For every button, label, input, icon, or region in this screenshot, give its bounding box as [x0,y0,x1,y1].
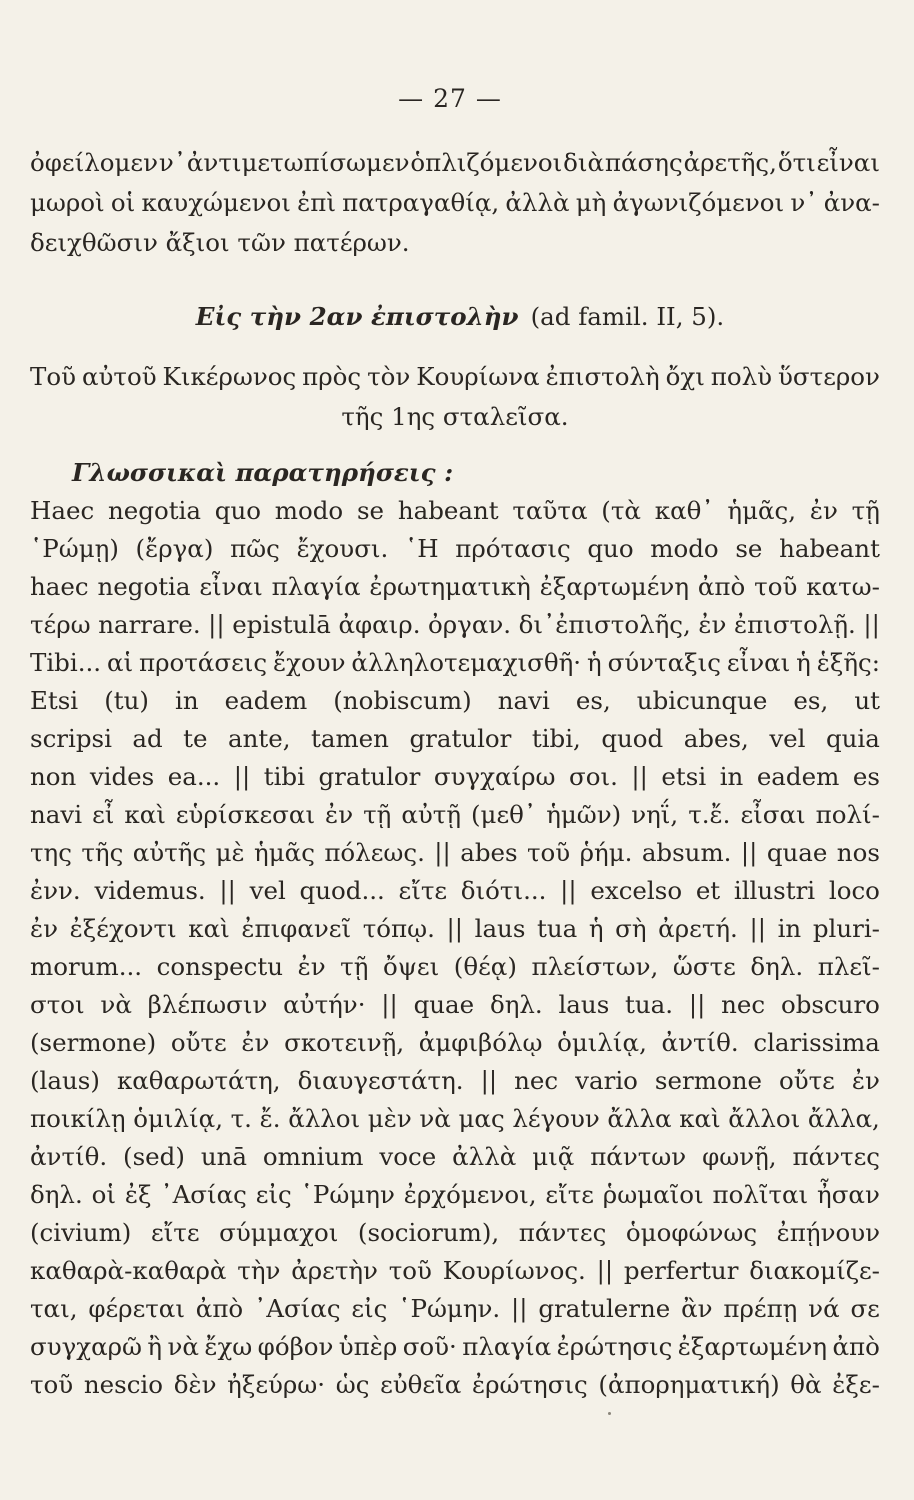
body-line: τοῦ nescio δὲν ἠξεύρω· ὡς εὐθεῖα ἐρώτησις (ἀπορηματική) θὰ ἐξε- [30,1370,880,1399]
body-line: τέρω narrare. || epistulā ἀφαιρ. ὀργαν. δι᾽ἐπιστολῆς, ἐν ἐπιστολῇ. || [30,610,880,639]
body-line: ποικίλῃ ὁμιλίᾳ, τ. ἔ. ἄλλοι μὲν νὰ μας λέγουν ἄλλα καὶ ἄλλοι ἄλλα, [30,1104,880,1133]
section-title-italic: Εἰς τὴν 2αν ἐπιστολὴν [195,302,519,331]
body-line: (laus) καθαρωτάτη, διαυγεστάτη. || nec vario sermone οὔτε ἐν [30,1066,880,1095]
body-line: δηλ. οἱ ἐξ ᾽Ασίας εἰς ῾Ρώμην ἐρχόμενοι, εἴτε ῥωμαῖοι πολῖται ἦσαν [30,1180,880,1209]
body-line: ἐνν. videmus. || vel quod... εἴτε διότι... || excelso et illustri loco [30,876,880,905]
body-line: Tibi... αἱ προτάσεις ἔχουν ἀλληλοτεμαχισθῆ· ἡ σύνταξις εἶναι ἡ ἑξῆς: [30,648,880,677]
body-line: συγχαρῶ ἢ νὰ ἔχω φόβον ὑπὲρ σοῦ· πλαγία ἐρώτησις ἐξαρτωμένη ἀπὸ [30,1332,880,1361]
body-line: Etsi (tu) in eadem (nobiscum) navi es, ubicunque es, ut [30,686,880,715]
body-line: της τῆς αὐτῆς μὲ ἡμᾶς πόλεως. || abes τοῦ ῥήμ. absum. || quae nos [30,838,880,867]
body-line: morum... conspectu ἐν τῇ ὄψει (θέᾳ) πλείστων, ὥστε δηλ. πλεῖ- [30,952,880,981]
body-line: (civium) εἴτε σύμμαχοι (sociorum), πάντες ὁμοφώνως ἐπῄνουν [30,1218,880,1247]
text-line: δειχθῶσιν ἄξιοι τῶν πατέρων. [30,228,410,257]
body-line: ἀντίθ. (sed) unā omnium voce ἀλλὰ μιᾷ πάντων φωνῇ, πάντες [30,1142,880,1171]
body-line: Haec negotia quo modo se habeant ταῦτα (τὰ καθ᾽ ἡμᾶς, ἐν τῇ [30,496,880,525]
print-speck [608,1412,611,1415]
subtitle-line: τῆς 1ης σταλεῖσα. [341,402,569,431]
body-line: ῾Ρώμῃ) (ἔργα) πῶς ἔχουσι. ῾Η πρότασις quo modo se habeant [30,534,880,563]
book-page [30,0,880,1500]
glossary-heading: Γλωσσικαὶ παρατηρήσεις : [72,458,454,487]
body-line: non vides ea... || tibi gratulor συγχαίρω σοι. || etsi in eadem es [30,762,880,791]
body-line: καθαρὰ-καθαρὰ τὴν ἀρετὴν τοῦ Κουρίωνος. || perfertur διακομίζε- [30,1256,880,1285]
body-line: scripsi ad te ante, tamen gratulor tibi, quod abes, vel quia [30,724,880,753]
body-line: (sermone) οὔτε ἐν σκοτεινῇ, ἀμφιβόλῳ ὁμιλίᾳ, ἀντίθ. clarissima [30,1028,880,1057]
body-line: navi εἶ καὶ εὑρίσκεσαι ἐν τῇ αὐτῇ (μεθ᾽ ἡμῶν) νηΐ, τ.ἔ. εἶσαι πολί- [30,800,880,829]
text-line: ὀφείλομεν ν᾽ ἀντιμετωπίσωμεν ὁπλιζόμενοι διὰ πάσης ἀρετῆς, ὅτι εἶναι [30,148,880,177]
section-title [120,302,800,332]
page-number: — 27 — [398,84,502,113]
section-title-reference: (ad famil. II, 5). [530,302,725,331]
text-line: μωροὶ οἱ καυχώμενοι ἐπὶ πατραγαθίᾳ, ἀλλὰ μὴ ἀγωνιζόμενοι ν᾽ ἀνα- [30,188,880,217]
subtitle-line: Τοῦ αὐτοῦ Κικέρωνος πρὸς τὸν Κουρίωνα ἐπιστολὴ ὄχι πολὺ ὕστερον [30,362,880,391]
body-line: ἐν ἐξέχοντι καὶ ἐπιφανεῖ τόπῳ. || laus tua ἡ σὴ ἀρετή. || in pluri- [30,914,880,943]
body-line: ται, φέρεται ἀπὸ ᾽Ασίας εἰς ῾Ρώμην. || gratulerne ἂν πρέπῃ νά σε [30,1294,880,1323]
body-line: haec negotia εἶναι πλαγία ἐρωτηματικὴ ἐξαρτωμένη ἀπὸ τοῦ κατω- [30,572,880,601]
body-line: στοι νὰ βλέπωσιν αὐτήν· || quae δηλ. laus tua. || nec obscuro [30,990,880,1019]
